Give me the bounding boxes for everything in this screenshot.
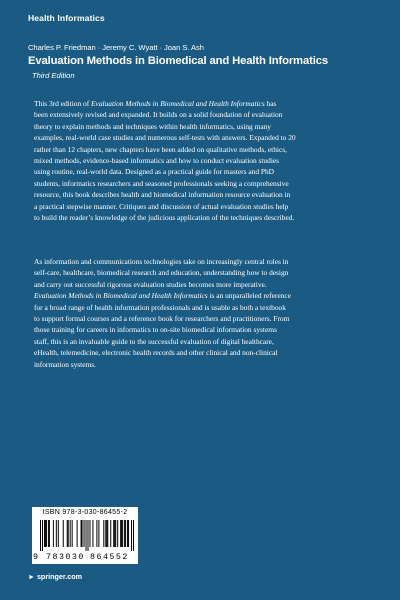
barcode-digit-first: 9 (33, 553, 39, 562)
paragraph-line: been extensively revised and expanded. It builds on a solid foundation of evaluation (34, 110, 283, 120)
paragraph-line: a practical stepwise manner. Critiques and discussion of actual evaluation studies help (34, 201, 289, 211)
barcode-bar (115, 520, 116, 547)
barcode-bar (67, 520, 68, 547)
barcode-bar (125, 520, 126, 547)
barcode-bar (84, 520, 85, 547)
arrow-right-icon: ► (28, 574, 35, 581)
barcode-bar (89, 520, 90, 547)
barcode-icon (40, 520, 134, 551)
barcode-bar (110, 520, 111, 547)
author-name: Jeremy C. Wyatt (102, 43, 158, 52)
barcode-bar (103, 520, 104, 547)
barcode-bar (87, 520, 88, 551)
book-title-italic: Evaluation Methods in Biomedical and Health Informatics (91, 99, 265, 108)
book-title-italic: Evaluation Methods in Biomedical and Health Informatics (34, 291, 208, 301)
publisher-link[interactable] (28, 572, 82, 581)
barcode-bar (58, 520, 59, 547)
barcode-digits-left: 783030 (46, 553, 85, 562)
line-text: is an unparalleled reference (207, 291, 291, 301)
paragraph-line: for a broad range of health information professionals and is usable as both a textbook (34, 302, 286, 312)
barcode-bar (113, 520, 114, 547)
barcode-bar (120, 520, 121, 547)
barcode-bar (131, 520, 132, 551)
barcode-bar (70, 520, 71, 547)
paragraph-line: staff, this is an invaluable guide to the successful evaluation of digital healthcare, (34, 336, 274, 346)
line-text: has (264, 99, 277, 108)
paragraph-line: As information and communications technologies take on increasingly central roles in (34, 257, 289, 266)
barcode-bar (106, 520, 107, 547)
barcode-bar (105, 520, 106, 547)
author-separator: · (97, 43, 101, 52)
paragraph-line: self-care, healthcare, biomedical research and education, understanding how to design (34, 268, 289, 278)
barcode-bar (124, 520, 125, 547)
barcode-panel (32, 507, 138, 564)
barcode-bar (77, 520, 78, 547)
barcode-bar (42, 520, 43, 551)
paragraph-line: eHealth, telemedicine, electronic health records and other clinical and non-clinical (34, 348, 278, 358)
barcode-bar (68, 520, 69, 547)
barcode-bar (121, 520, 122, 547)
author-list (28, 43, 204, 52)
paragraph-line: theory to explain methods and techniques within health informatics, using many (34, 121, 272, 131)
paragraph-line: resource, this book describes health and biomedical information resource evaluation in (34, 190, 291, 200)
barcode-bar (49, 520, 50, 547)
paragraph-line: mixed methods, evidence-based informatics and how to conduct evaluation studies (34, 156, 280, 166)
line-text: This 3rd edition of (34, 99, 92, 108)
barcode-bar (53, 520, 54, 547)
book-title: Evaluation Methods in Biomedical and Health Informatics (28, 55, 328, 67)
barcode-bar (117, 520, 118, 547)
author-name: Charles P. Friedman (28, 43, 96, 52)
barcode-bar (81, 520, 82, 547)
barcode-bar (48, 520, 49, 547)
description-paragraph-2 (34, 256, 380, 370)
barcode-bar (45, 520, 46, 547)
paragraph-line: examples, real-world case studies and numerous self-tests with answers. Expanded to 20 (34, 133, 296, 143)
paragraph-line: to build the reader’s knowledge of the judicious application of the techniques described. (34, 213, 295, 223)
barcode-bar (122, 520, 123, 547)
barcode-bar (128, 520, 129, 547)
publisher-url[interactable]: springer.com (36, 572, 83, 581)
barcode-bar (92, 520, 93, 547)
paragraph-line: information systems. (34, 359, 96, 369)
barcode-bar (82, 520, 83, 547)
barcode-bar (72, 520, 73, 547)
paragraph-line (34, 290, 380, 301)
edition-label: Third Edition (32, 71, 75, 80)
isbn-label: ISBN 978-3-030-86455-2 (42, 509, 128, 516)
paragraph-line: and carry out successful rigorous evaluation studies becomes more imperative. (34, 279, 267, 289)
barcode-bar (44, 520, 45, 547)
barcode-bar (107, 520, 108, 547)
paragraph-line: rather than 12 chapters, new chapters have been added on qualitative methods, ethics, (34, 144, 287, 154)
series-name: Health Informatics (28, 13, 105, 23)
paragraph-line: students, informatics researchers and seasoned professionals seeking a comprehensive (34, 178, 289, 188)
paragraph-line: those training for careers in informatics to on-site biomedical information systems (34, 325, 277, 335)
barcode-bar (127, 520, 128, 547)
paragraph-line (34, 98, 380, 109)
author-name: Joan S. Ash (164, 43, 204, 52)
barcode-bar (40, 520, 41, 551)
paragraph-line: to support formal courses and a reference book for researchers and practitioners. From (34, 314, 290, 324)
author-separator: · (159, 43, 162, 52)
barcode-digits-right: 864552 (90, 553, 129, 562)
barcode-bar (133, 520, 134, 551)
barcode-bar (114, 520, 115, 547)
barcode-bar (46, 520, 47, 547)
barcode-bar (86, 520, 87, 551)
barcode-bar (56, 520, 57, 547)
paragraph-line: using routine, real-world data. Designed as a practical guide for masters and PhD (34, 167, 275, 177)
description-paragraph-1 (34, 98, 380, 223)
barcode-bar (63, 520, 64, 547)
barcode-bar (98, 520, 99, 547)
barcode-bar (96, 520, 97, 547)
